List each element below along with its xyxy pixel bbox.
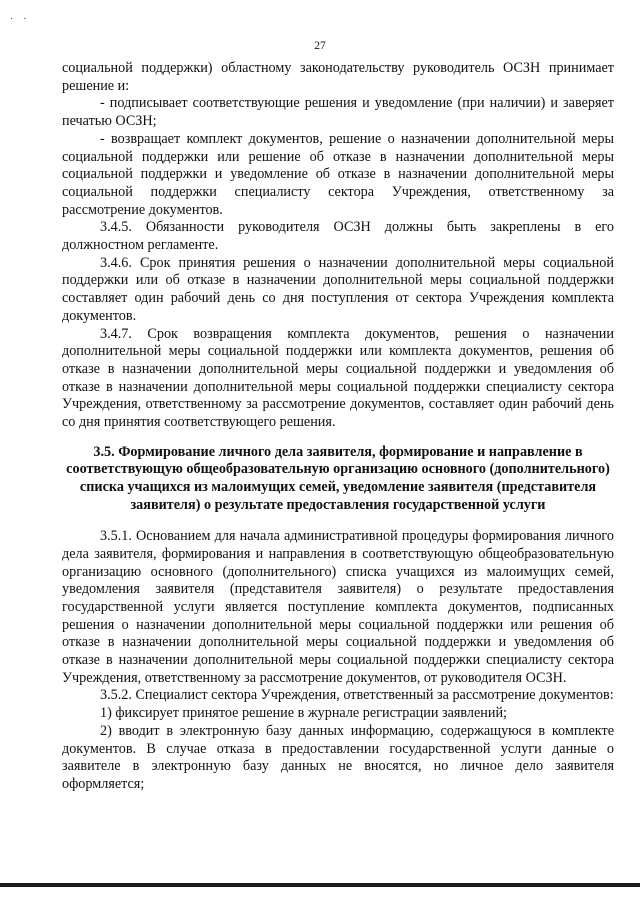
paragraph-list-item: 1) фиксирует принятое решение в журнале регистрации заявлений; (100, 705, 507, 722)
paragraph-clause-3-5-2: 3.5.2. Специалист сектора Учреждения, ответственный за рассмотрение документов: (100, 687, 614, 704)
scan-bottom-edge (0, 883, 640, 887)
paragraph-list-item: - возвращает комплект документов, решение о назначении дополнительной меры социальной поддержки или решение об отказе в назначении дополнительной меры социальной поддержки и уведомление об отказе в назначении дополнительной меры социальной поддержки специалисту сектора Учреждения, ответственному за рассмотрение документов. (62, 130, 614, 218)
paragraph-clause-3-5-1: 3.5.1. Основанием для начала административной процедуры формирования личного дела заявителя, формирования и направления в соответствующую общеобразовательную организацию основного (дополнительного) списка учащихся из малоимущих семей, уведомления заявителя (представителя заявителя) о результате предоставления государственной услуги является поступление комплекта документов, подписанных решения о назначении дополнительной меры социальной поддержки или решения об отказе в назначении дополнительной меры социальной поддержки и уведомления об отказе в назначении дополнительной меры социальной поддержки специалисту сектора Учреждения, ответственному за рассмотрение документов, от руководителя ОСЗН. (62, 528, 614, 686)
paragraph-clause-3-4-6: 3.4.6. Срок принятия решения о назначении дополнительной меры социальной поддержки или об отказе в назначении дополнительной меры социальной поддержки составляет один рабочий день со дня поступления от сектора Учреждения комплекта документов. (62, 254, 614, 324)
paragraph-list-item: - подписывает соответствующие решения и уведомление (при наличии) и заверяет печатью ОСЗН; (62, 95, 614, 130)
document-body (62, 60, 614, 794)
paragraph-continuation: социальной поддержки) областному законодательству руководитель ОСЗН принимает решение и: (62, 60, 614, 94)
paragraph-list-item: 2) вводит в электронную базу данных информацию, содержащуюся в комплекте документов. В случае отказа в предоставлении государственной услуги данные о заявителе в электронную базу данных не вносятся, но личное дело заявителя оформляется; (62, 722, 614, 792)
paragraph-clause-3-4-7: 3.4.7. Срок возвращения комплекта документов, решения о назначении дополнительной меры социальной поддержки или комплекта документов, решения об отказе в назначении дополнительной меры социальной поддержки и уведомления об отказе в назначении дополнительной меры социальной поддержки специалисту сектора Учреждения, ответственному за рассмотрение документов, составляет один рабочий день со дня принятия соответствующего решения. (62, 325, 614, 431)
page-number: 27 (314, 40, 326, 52)
section-heading-3-5: 3.5. Формирование личного дела заявителя, формирование и направление в соответствующую общеобразовательную организацию основного (дополнительного) списка учащихся из малоимущих семей, уведомление заявителя (представителя заявителя) о результате предоставления государственной услуги (66, 443, 610, 513)
scan-artifact-dots: ·· (10, 14, 37, 25)
paragraph-clause-3-4-5: 3.4.5. Обязанности руководителя ОСЗН должны быть закреплены в его должностном регламенте. (62, 219, 614, 254)
